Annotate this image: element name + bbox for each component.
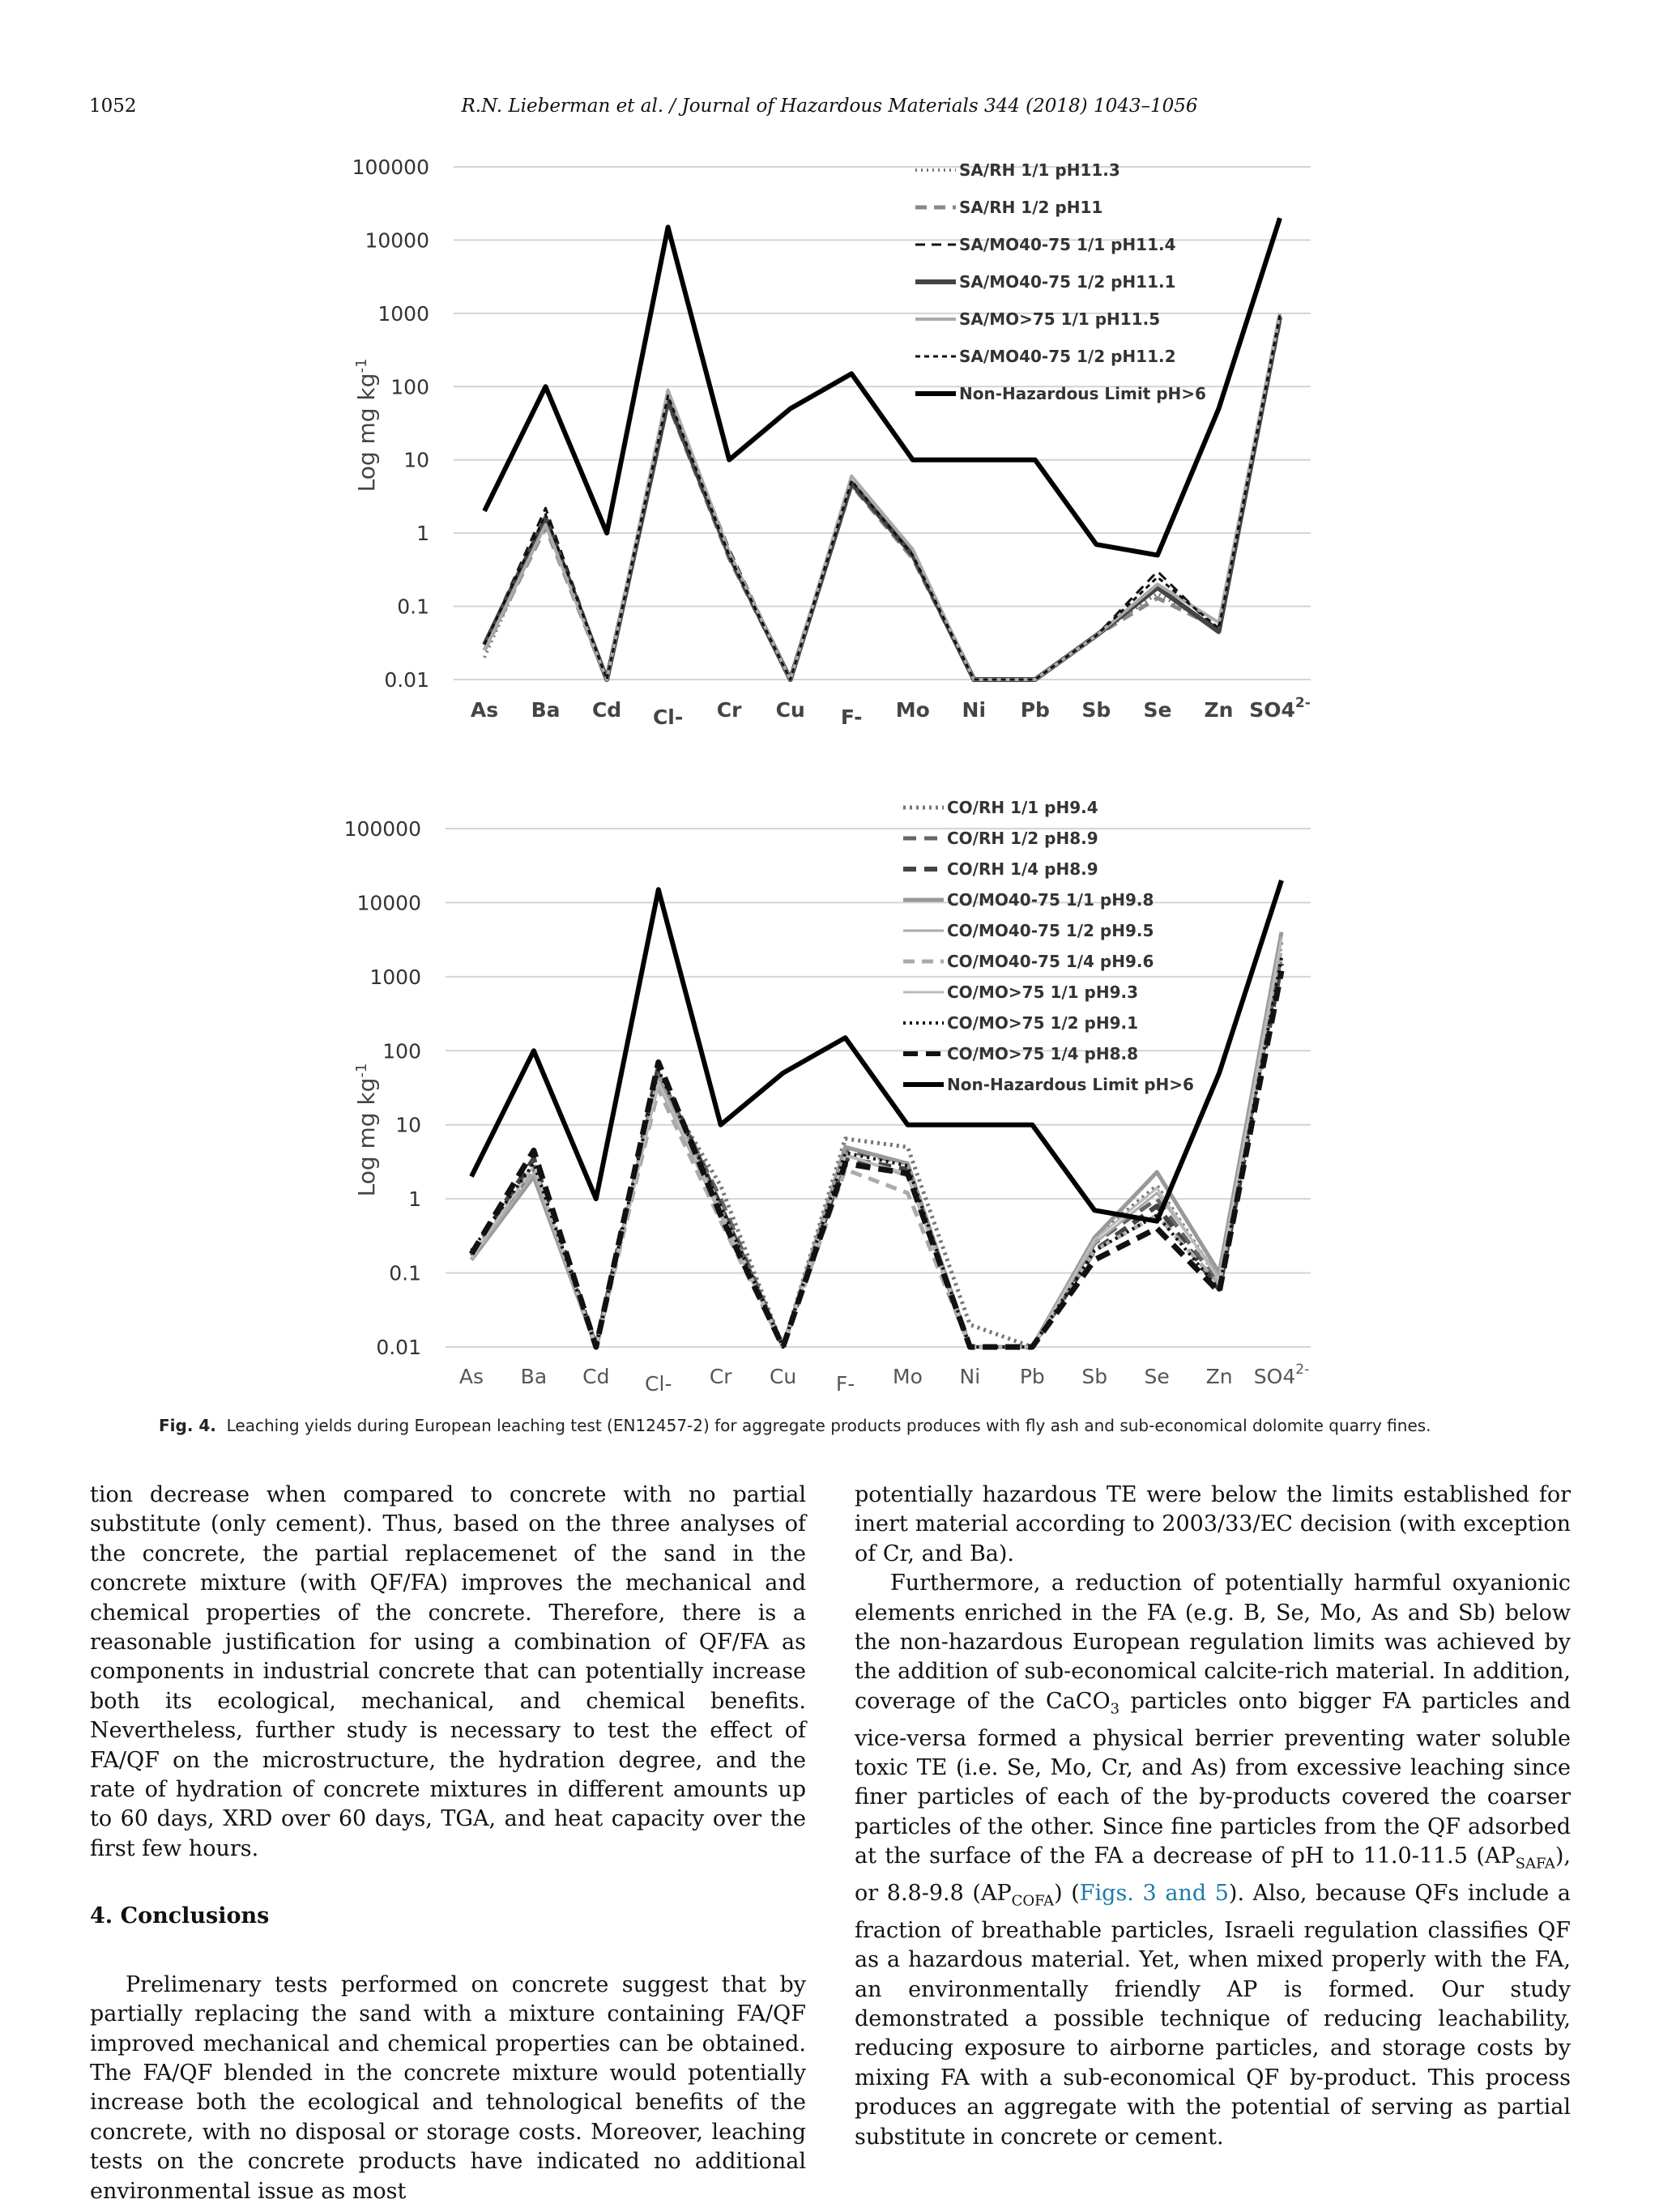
x-category-label: Cl- [652, 705, 684, 729]
y-tick-label: 100000 [352, 156, 429, 179]
x-category-label: Ni [962, 698, 987, 722]
x-category-label: Ni [959, 1365, 981, 1388]
series-line [471, 958, 1282, 1348]
x-category-label: Se [1143, 698, 1172, 722]
x-category-label: Zn [1205, 1365, 1233, 1388]
section-heading: 4. Conclusions [90, 1903, 270, 1929]
right-column [855, 1481, 1571, 2152]
legend-entry: CO/MO>75 1/4 pH8.8 [947, 1044, 1139, 1063]
series-line [484, 317, 1280, 680]
leaching-chart-top [0, 146, 1659, 745]
series-line [484, 315, 1280, 680]
figure-caption-text: Leaching yields during European leaching test (EN12457-2) for aggregate products produces with fly ash and sub-economical dolomite quarry fines. [226, 1416, 1431, 1435]
x-category-label: Cr [709, 1365, 732, 1388]
x-category-label: Sb [1081, 698, 1111, 722]
legend-entry: CO/MO40-75 1/1 pH9.8 [947, 890, 1154, 910]
legend-entry: Non-Hazardous Limit pH>6 [959, 384, 1206, 403]
figure-link[interactable]: Figs. 3 and 5 [1079, 1881, 1229, 1907]
x-category-label: Pb [1019, 1365, 1045, 1388]
paragraph [855, 1569, 1571, 2152]
leaching-chart-bottom [0, 782, 1659, 1405]
legend-entry: SA/MO40-75 1/1 pH11.4 [959, 235, 1176, 254]
x-category-label: Cl- [645, 1372, 672, 1396]
x-category-label: Mo [893, 1365, 923, 1388]
y-tick-label: 10 [395, 1113, 421, 1137]
legend-entry: CO/MO40-75 1/2 pH9.5 [947, 921, 1154, 940]
x-category-label: F- [835, 1372, 855, 1396]
left-column [90, 1481, 806, 2206]
y-axis-label: Log mg $kg^{-1}$ [353, 1063, 380, 1197]
legend-entry: SA/MO>75 1/1 pH11.5 [959, 309, 1161, 329]
x-category-label: Se [1144, 1365, 1170, 1388]
paragraph: potentially hazardous TE were below the limits established for inert material according to 2003/33/EC decision (with exception of Cr, and Ba). [855, 1482, 1571, 1566]
y-axis-label: Log mg $kg^{-1}$ [353, 358, 380, 492]
y-tick-label: 10000 [365, 228, 429, 253]
text-run: particles onto bigger FA particles and vice-versa formed a physical berrier preventing water soluble toxic TE (i.e. Se, Mo, Cr, and As) from excessive leaching since finer particles of each of the by-products covered the coarser particles of the other. Since fine particles from the QF adsorbed at the surface of the FA a decrease of pH to 11.0-11.5 (AP [855, 1688, 1571, 1869]
legend-entry: SA/MO40-75 1/2 pH11.1 [959, 272, 1176, 292]
y-tick-label: 100000 [343, 817, 421, 841]
legend-entry: CO/MO>75 1/1 pH9.3 [947, 982, 1139, 1002]
x-category-label: Cu [775, 698, 805, 722]
legend-entry: SA/MO40-75 1/2 pH11.2 [959, 347, 1176, 366]
y-tick-label: 1000 [377, 301, 429, 326]
x-category-label: Cr [716, 698, 742, 722]
x-category-label: Mo [895, 698, 930, 722]
legend-entry: SA/RH 1/1 pH11.3 [959, 160, 1120, 180]
paragraph: Prelimenary tests performed on concrete suggest that by partially replacing the sand with a mixture containing FA/QF improved mechanical and chemical properties can be obtained. The FA/QF blended in the concrete mixture would potentially increase both the ecological and tehnological benefits of the concrete, with no disposal or storage costs. Moreover, leaching tests on the concrete products have indicated no additional environmental issue as most [90, 1971, 806, 2204]
y-tick-label: 0.01 [384, 668, 429, 692]
x-category-label: Cd [591, 698, 622, 722]
y-tick-label: 0.1 [389, 1261, 421, 1285]
text-run: ) ( [1054, 1881, 1080, 1907]
journal-reference: R.N. Lieberman et al. / Journal of Hazardous Materials 344 (2018) 1043–1056 [461, 96, 1198, 117]
legend-entry: CO/RH 1/2 pH8.9 [947, 829, 1098, 848]
x-category-label: As [470, 698, 499, 722]
page-number: 1052 [89, 96, 137, 117]
x-category-label: $SO4^{2-}$ [1253, 1362, 1310, 1388]
x-category-label: F- [840, 705, 863, 729]
series-line [471, 948, 1282, 1348]
subscript: 3 [1110, 1700, 1120, 1718]
series-line [484, 321, 1280, 680]
series-line [471, 932, 1282, 1347]
x-category-label: $SO4^{2-}$ [1249, 695, 1311, 722]
x-category-label: Ba [520, 1365, 548, 1388]
series-line [484, 313, 1280, 680]
series-line [471, 954, 1282, 1347]
x-category-label: Cd [582, 1365, 610, 1388]
y-tick-label: 100 [382, 1039, 421, 1063]
series-line [471, 971, 1282, 1347]
paragraph: tion decrease when compared to concrete with no partial substitute (only cement). Thus, based on the three analyses of the concrete, the partial replacemenet of the sand in the concrete mixture (with QF/FA) improves the mechanical and chemical properties of the concrete. Therefore, there is a reasonable justification for using a combination of QF/FA as components in industrial concrete that can potentially increase both its ecological, mechanical, and chemical benefits. Nevertheless, further study is necessary to test the effect of FA/QF on the microstructure, the hydration degree, and the rate of hydration of concrete mixtures in different amounts up to 60 days, XRD over 60 days, TGA, and heat capacity over the first few hours. [90, 1482, 806, 1861]
y-tick-label: 0.1 [397, 595, 429, 619]
y-tick-label: 1 [416, 522, 429, 546]
y-tick-label: 10000 [356, 891, 421, 915]
subscript: COFA [1011, 1892, 1055, 1910]
series-line [471, 936, 1282, 1347]
figure-caption [159, 1416, 1536, 1435]
x-category-label: As [458, 1365, 484, 1388]
x-category-label: Sb [1081, 1365, 1108, 1388]
x-category-label: Pb [1020, 698, 1050, 722]
y-tick-label: 10 [403, 448, 429, 472]
series-line [471, 941, 1282, 1347]
subscript: SAFA [1515, 1855, 1555, 1873]
series-line [484, 313, 1280, 680]
y-tick-label: 1 [408, 1187, 421, 1212]
series-line [484, 317, 1280, 680]
x-category-label: Ba [531, 698, 561, 722]
legend-entry: CO/MO>75 1/2 pH9.1 [947, 1013, 1139, 1033]
legend-entry: SA/RH 1/2 pH11 [959, 198, 1103, 217]
text-run: ), or 8.8-9.8 (AP [855, 1843, 1571, 1907]
y-tick-label: 0.01 [376, 1336, 421, 1359]
legend-entry: CO/RH 1/1 pH9.4 [947, 798, 1098, 817]
legend-entry: CO/RH 1/4 pH8.9 [947, 859, 1098, 879]
figure-label: Fig. 4. [159, 1416, 216, 1435]
x-category-label: Zn [1204, 698, 1234, 722]
legend-entry: Non-Hazardous Limit pH>6 [947, 1075, 1194, 1094]
text-run: ). Also, because QFs include a fraction of breathable particles, Israeli regulation classifies QF as a hazardous material. Yet, when mixed properly with the FA, an environmentally friendly AP is formed. Our study demonstrated a possible technique of reducing leachability, reducing exposure to airborne particles, and storage costs by mixing FA with a sub-economical QF by-product. This process produces an aggregate with the potential of serving as partial substitute in concrete or cement. [855, 1881, 1571, 2150]
y-tick-label: 1000 [369, 965, 421, 989]
series-line [471, 940, 1282, 1347]
x-category-label: Cu [769, 1365, 797, 1388]
legend-entry: CO/MO40-75 1/4 pH9.6 [947, 952, 1154, 971]
text-run: Furthermore, a reduction of potentially harmful oxyanionic elements enriched in the FA (e.g. B, Se, Mo, As and Sb) below the non-hazardous European regulation limits was achieved by the addition of sub-economical calcite-rich material. In addition, coverage of the CaCO [855, 1571, 1571, 1714]
y-tick-label: 100 [390, 375, 429, 399]
